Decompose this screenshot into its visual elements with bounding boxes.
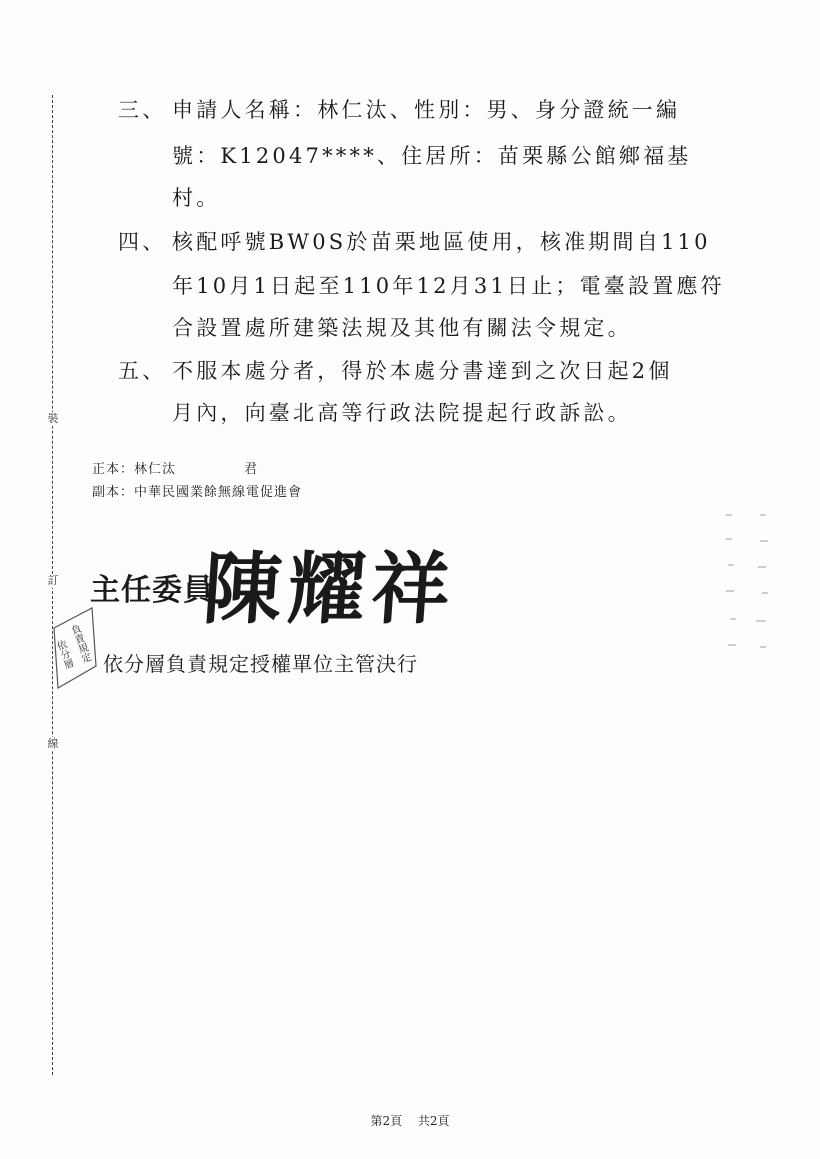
item-3-line-3: 村。 bbox=[172, 186, 221, 210]
page-footer bbox=[0, 1112, 820, 1129]
item-3-number: 三、 bbox=[118, 98, 167, 122]
copy-recipient: 副本：中華民國業餘無線電促進會 bbox=[92, 485, 303, 500]
item-5-line-2: 月內，向臺北高等行政法院提起行政訴訟。 bbox=[172, 401, 632, 425]
item-5-number: 五、 bbox=[118, 359, 167, 383]
item-4-line-3: 合設置處所建築法規及其他有關法令規定。 bbox=[172, 316, 632, 340]
delegation-stamp bbox=[48, 606, 98, 692]
signature-name: 陳耀祥 bbox=[200, 545, 459, 635]
page-total: 共2頁 bbox=[417, 1114, 450, 1128]
stamp-text-right: 負責規定 bbox=[67, 623, 92, 665]
original-recipient-suffix: 君 bbox=[244, 462, 259, 477]
item-4-number: 四、 bbox=[118, 230, 167, 254]
stamp-text-left: 依分層 bbox=[53, 639, 74, 671]
scan-artifact-marks bbox=[722, 510, 782, 660]
item-4-line-1: 核配呼號BW0S於苗栗地區使用，核准期間自110 bbox=[172, 230, 711, 254]
binding-label-ding: 訂 bbox=[45, 574, 61, 588]
item-3-line-2: 號：K12047****、住居所：苗栗縣公館鄉福基 bbox=[172, 144, 692, 168]
delegation-statement: 依分層負責規定授權單位主管決行 bbox=[103, 652, 418, 676]
original-recipient: 正本：林仁汰 bbox=[92, 462, 177, 477]
item-5-line-1: 不服本處分者，得於本處分書達到之次日起2個 bbox=[172, 359, 673, 383]
binding-label-zhuang: 裝 bbox=[45, 412, 61, 426]
item-4-line-2: 年10月1日起至110年12月31日止；電臺設置應符 bbox=[172, 274, 725, 298]
item-3-line-1: 申請人名稱：林仁汰、性別：男、身分證統一編 bbox=[172, 98, 681, 122]
page-number: 第2頁 bbox=[370, 1114, 403, 1128]
binding-label-xian: 線 bbox=[45, 737, 61, 751]
signature-title: 主任委員 bbox=[90, 573, 214, 608]
